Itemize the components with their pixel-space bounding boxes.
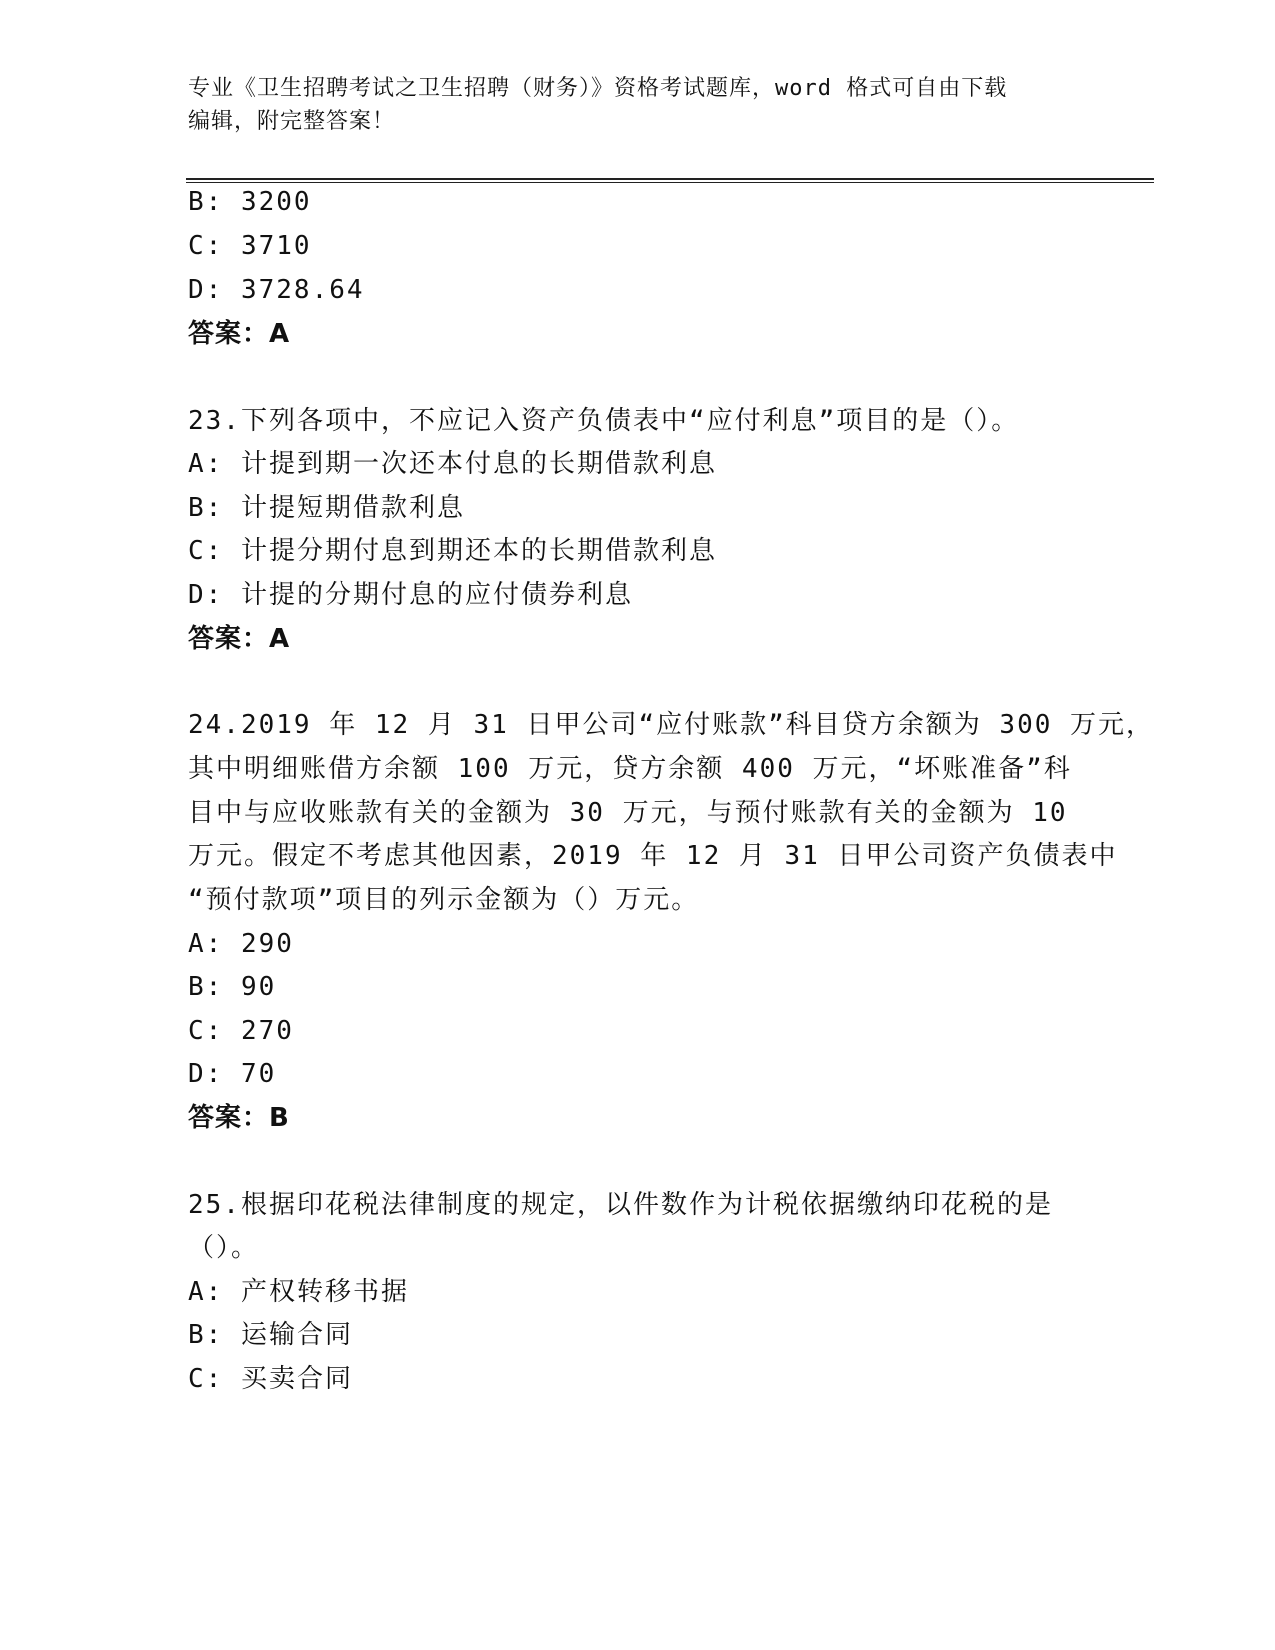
q24-stem-line-5: “预付款项”项目的列示金额为（）万元。 <box>188 885 700 915</box>
q24-stem-line-1: 24.2019 年 12 月 31 日甲公司“应付账款”科目贷方余额为 300 万元， <box>188 710 1155 740</box>
q23-option-b: B: 计提短期借款利息 <box>188 493 465 523</box>
q24-option-c: C: 270 <box>188 1016 294 1046</box>
q25-stem-line-1: 25.根据印花税法律制度的规定，以件数作为计税依据缴纳印花税的是 <box>188 1190 1053 1220</box>
header-divider-thin <box>186 182 1154 183</box>
q24-stem-line-2: 其中明细账借方余额 100 万元，贷方余额 400 万元，“坏账准备”科 <box>188 754 1072 784</box>
q24-option-a: A: 290 <box>188 929 294 959</box>
q24-stem-line-3: 目中与应收账款有关的金额为 30 万元，与预付账款有关的金额为 10 <box>188 798 1068 828</box>
header-line-1: 专业《卫生招聘考试之卫生招聘（财务）》资格考试题库，word 格式可自由下载 <box>188 76 1008 101</box>
q24-answer: 答案：B <box>188 1103 290 1133</box>
q23-option-a: A: 计提到期一次还本付息的长期借款利息 <box>188 449 717 479</box>
q23-stem: 23.下列各项中，不应记入资产负债表中“应付利息”项目的是（）。 <box>188 406 1020 436</box>
q25-option-b: B: 运输合同 <box>188 1320 353 1350</box>
q24-stem-line-4: 万元。假定不考虑其他因素，2019 年 12 月 31 日甲公司资产负债表中 <box>188 841 1118 871</box>
q23-option-d: D: 计提的分期付息的应付债券利息 <box>188 580 633 610</box>
q24-option-d: D: 70 <box>188 1059 277 1089</box>
q22-option-b: B: 3200 <box>188 187 312 217</box>
page-header <box>188 72 1088 138</box>
q22-option-d: D: 3728.64 <box>188 275 365 305</box>
q22-option-c: C: 3710 <box>188 231 312 261</box>
q25-option-a: A: 产权转移书据 <box>188 1277 409 1307</box>
q25-stem-line-2: （）。 <box>188 1233 260 1263</box>
q22-answer: 答案：A <box>188 319 291 349</box>
header-line-2: 编辑，附完整答案！ <box>188 109 396 134</box>
q24-option-b: B: 90 <box>188 972 277 1002</box>
q23-option-c: C: 计提分期付息到期还本的长期借款利息 <box>188 536 717 566</box>
header-divider-thick <box>186 178 1154 180</box>
q23-answer: 答案：A <box>188 624 291 654</box>
q25-option-c: C: 买卖合同 <box>188 1364 353 1394</box>
